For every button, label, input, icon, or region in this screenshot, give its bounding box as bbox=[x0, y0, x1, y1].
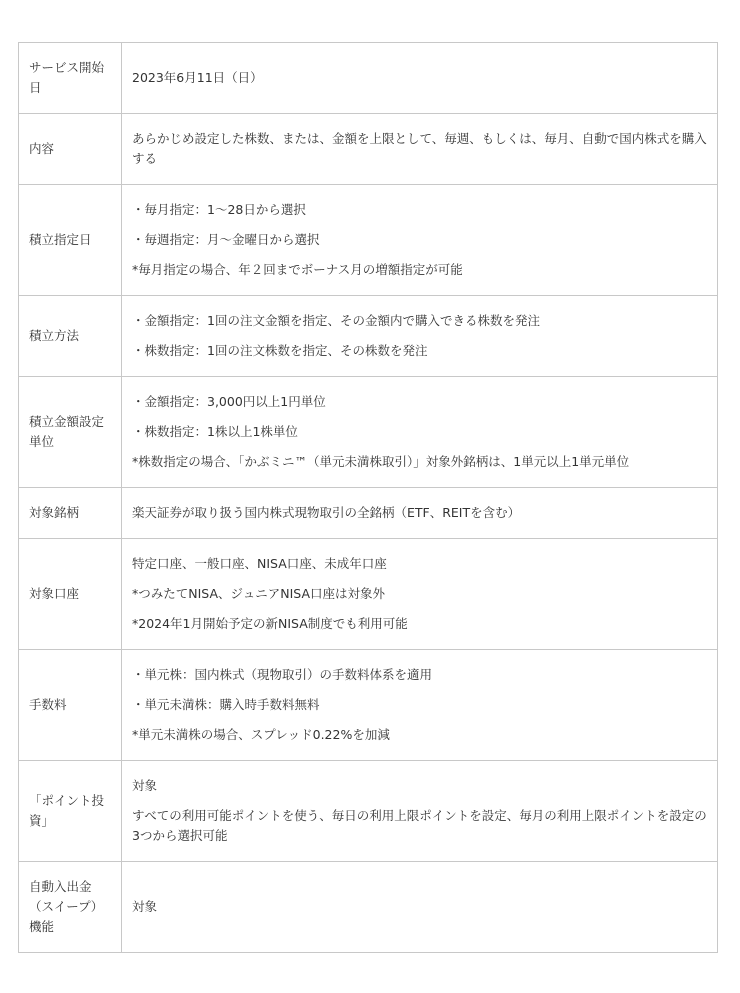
value-line: あらかじめ設定した株数、または、金額を上限として、毎週、もしくは、毎月、自動で国内株式を購入する bbox=[132, 131, 707, 166]
table-row bbox=[19, 488, 718, 539]
value-line: *2024年1月開始予定の新NISA制度でも利用可能 bbox=[132, 616, 408, 631]
table-row bbox=[19, 43, 718, 114]
value-line: 対象 bbox=[132, 778, 158, 793]
row-label: 手数料 bbox=[19, 650, 122, 761]
value-line: ・金額指定：3,000円以上1円単位 bbox=[132, 394, 326, 409]
row-label: 自動入出金（スイープ）機能 bbox=[19, 862, 122, 953]
value-line: ・毎月指定：1～28日から選択 bbox=[132, 202, 306, 217]
row-value bbox=[122, 862, 718, 953]
value-line: *株数指定の場合、「かぶミニ™（単元未満株取引）」対象外銘柄は、1単元以上1単元単位 bbox=[132, 454, 630, 469]
row-value bbox=[122, 650, 718, 761]
row-value bbox=[122, 185, 718, 296]
table-row bbox=[19, 539, 718, 650]
row-value bbox=[122, 539, 718, 650]
row-label: 積立指定日 bbox=[19, 185, 122, 296]
row-label: サービス開始日 bbox=[19, 43, 122, 114]
value-line: ・単元未満株：購入時手数料無料 bbox=[132, 697, 320, 712]
row-label: 内容 bbox=[19, 114, 122, 185]
table-row bbox=[19, 114, 718, 185]
row-value bbox=[122, 296, 718, 377]
table-row bbox=[19, 377, 718, 488]
value-line: *単元未満株の場合、スプレッド0.22%を加減 bbox=[132, 727, 390, 742]
row-value bbox=[122, 377, 718, 488]
row-value bbox=[122, 488, 718, 539]
table-row bbox=[19, 185, 718, 296]
value-line: 対象 bbox=[132, 899, 158, 914]
value-line: ・株数指定：1回の注文株数を指定、その株数を発注 bbox=[132, 343, 428, 358]
value-line: ・毎週指定：月～金曜日から選択 bbox=[132, 232, 320, 247]
row-label: 積立金額設定単位 bbox=[19, 377, 122, 488]
table-row bbox=[19, 862, 718, 953]
row-value bbox=[122, 761, 718, 862]
row-label: 対象口座 bbox=[19, 539, 122, 650]
value-line: すべての利用可能ポイントを使う、毎日の利用上限ポイントを設定、毎月の利用上限ポイントを設定の3つから選択可能 bbox=[132, 808, 707, 843]
row-value bbox=[122, 114, 718, 185]
value-line: ・単元株：国内株式（現物取引）の手数料体系を適用 bbox=[132, 667, 433, 682]
value-line: 特定口座、一般口座、NISA口座、未成年口座 bbox=[132, 556, 387, 571]
row-label: 積立方法 bbox=[19, 296, 122, 377]
row-label: 対象銘柄 bbox=[19, 488, 122, 539]
row-value bbox=[122, 43, 718, 114]
table-row bbox=[19, 296, 718, 377]
table-row bbox=[19, 761, 718, 862]
value-line: 楽天証券が取り扱う国内株式現物取引の全銘柄（ETF、REITを含む） bbox=[132, 505, 521, 520]
value-line: 2023年6月11日（日） bbox=[132, 70, 263, 85]
service-spec-table bbox=[18, 42, 718, 953]
value-line: ・株数指定：1株以上1株単位 bbox=[132, 424, 298, 439]
value-line: ・金額指定：1回の注文金額を指定、その金額内で購入できる株数を発注 bbox=[132, 313, 540, 328]
row-label: 「ポイント投資」 bbox=[19, 761, 122, 862]
value-line: *毎月指定の場合、年２回までボーナス月の増額指定が可能 bbox=[132, 262, 463, 277]
value-line: *つみたてNISA、ジュニアNISA口座は対象外 bbox=[132, 586, 386, 601]
table-row bbox=[19, 650, 718, 761]
